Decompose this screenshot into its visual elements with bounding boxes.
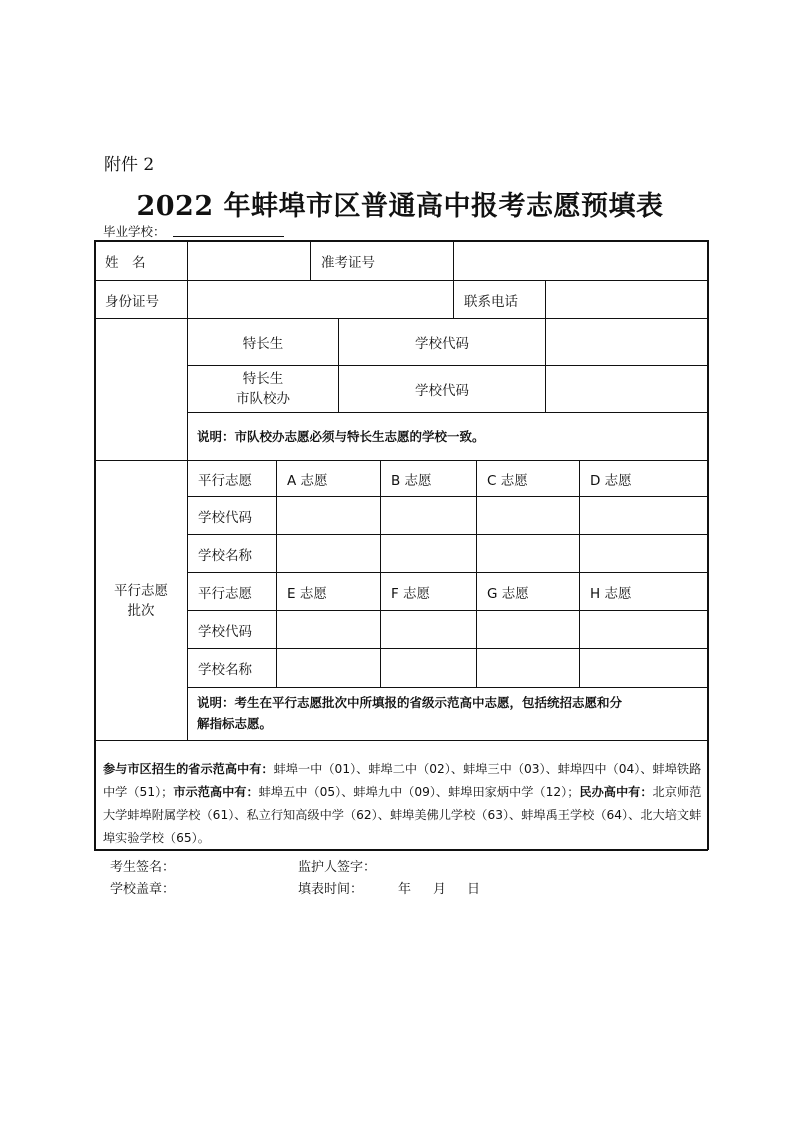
choice-d-name-input[interactable] (580, 535, 707, 572)
phone-label: 联系电话 (464, 293, 518, 310)
school-name-label: 学校名称 (198, 662, 252, 678)
id-number-input[interactable] (188, 281, 453, 318)
special-school-code-input[interactable] (546, 319, 707, 365)
choice-b-label: B 志愿 (391, 472, 432, 489)
provincial-schools-list: 蚌埠一中（01）、蚌埠二中（02）、蚌埠三中（03）、蚌埠四中（04）、蚌埠铁路中学（51）； (103, 762, 702, 799)
parallel-note-line1: 说明：考生在平行志愿批次中所填报的省级示范高中志愿，包括统招志愿和分 (197, 695, 623, 710)
special-team-line1: 特长生 (242, 371, 284, 387)
phone-input[interactable] (546, 281, 707, 318)
year-label: 年 (398, 882, 412, 897)
choice-f-name-input[interactable] (381, 649, 476, 687)
choice-e-name-input[interactable] (277, 649, 380, 687)
exam-number-input[interactable] (454, 241, 707, 280)
special-note: 说明：市队校办志愿必须与特长生志愿的学校一致。 (197, 429, 485, 444)
graduation-school-field[interactable] (173, 236, 284, 237)
choice-g-code-input[interactable] (477, 611, 579, 648)
choice-b-code-input[interactable] (381, 497, 476, 534)
guardian-signature-label: 监护人签字： (298, 860, 377, 875)
school-code-label: 学校代码 (198, 509, 252, 526)
month-label: 月 (433, 882, 447, 897)
choice-c-label: C 志愿 (487, 472, 528, 489)
team-school-code-input[interactable] (546, 366, 707, 412)
choice-a-code-input[interactable] (277, 497, 380, 534)
choice-d-code-input[interactable] (580, 497, 707, 534)
page-title: 2022 年蚌埠市区普通高中报考志愿预填表 (136, 191, 664, 222)
parallel-batch-line1: 平行志愿 (114, 582, 168, 599)
choice-d-label: D 志愿 (590, 472, 632, 489)
exam-number-label: 准考证号 (321, 254, 375, 271)
choice-a-name-input[interactable] (277, 535, 380, 572)
choice-b-name-input[interactable] (381, 535, 476, 572)
parallel-note (197, 692, 622, 734)
fill-time-label: 填表时间： (298, 882, 364, 897)
choice-a-label: A 志愿 (287, 472, 328, 489)
choice-g-label: G 志愿 (487, 585, 529, 602)
city-schools-list: 蚌埠五中（05）、蚌埠九中（09）、蚌埠田家炳中学（12）； (258, 785, 580, 799)
special-team-line2: 市队校办 (236, 391, 290, 407)
school-code-label: 学校代码 (415, 383, 469, 399)
parallel-choice-label: 平行志愿 (198, 472, 252, 489)
choice-h-code-input[interactable] (580, 611, 707, 648)
school-code-label: 学校代码 (415, 336, 469, 352)
name-input[interactable] (188, 241, 310, 280)
private-schools-label: 民办高中有： (579, 785, 653, 799)
parallel-note-line2: 解指标志愿。 (197, 716, 273, 731)
name-label: 姓 名 (105, 254, 146, 271)
school-code-label: 学校代码 (198, 623, 252, 640)
school-seal-label: 学校盖章： (110, 882, 176, 897)
choice-h-label: H 志愿 (590, 585, 632, 602)
provincial-schools-label: 参与市区招生的省示范高中有： (103, 762, 274, 776)
parallel-choice-label: 平行志愿 (198, 585, 252, 602)
parallel-batch-line2: 批次 (127, 602, 155, 619)
day-label: 日 (467, 882, 481, 897)
choice-f-code-input[interactable] (381, 611, 476, 648)
parallel-batch-label (95, 461, 187, 740)
choice-e-code-input[interactable] (277, 611, 380, 648)
private-schools-list: 北京师范大学蚌埠附属学校（61）、私立行知高级中学（62）、蚌埠美佛儿学校（63）、蚌埠禹王学校（64）、北大培文蚌埠实验学校（65）。 (103, 785, 702, 845)
special-talent-label: 特长生 (242, 336, 284, 352)
school-name-label: 学校名称 (198, 547, 252, 564)
choice-h-name-input[interactable] (580, 649, 707, 687)
student-signature-label: 考生签名： (110, 860, 176, 875)
choice-f-label: F 志愿 (391, 585, 431, 602)
choice-g-name-input[interactable] (477, 649, 579, 687)
graduation-school-label: 毕业学校： (103, 224, 166, 239)
school-list-info (103, 758, 703, 850)
choice-c-code-input[interactable] (477, 497, 579, 534)
attachment-label: 附件 2 (104, 155, 155, 175)
id-number-label: 身份证号 (105, 293, 159, 310)
choice-e-label: E 志愿 (287, 585, 327, 602)
special-team-label (188, 366, 338, 412)
city-schools-label: 市示范高中有： (173, 785, 259, 799)
choice-c-name-input[interactable] (477, 535, 579, 572)
